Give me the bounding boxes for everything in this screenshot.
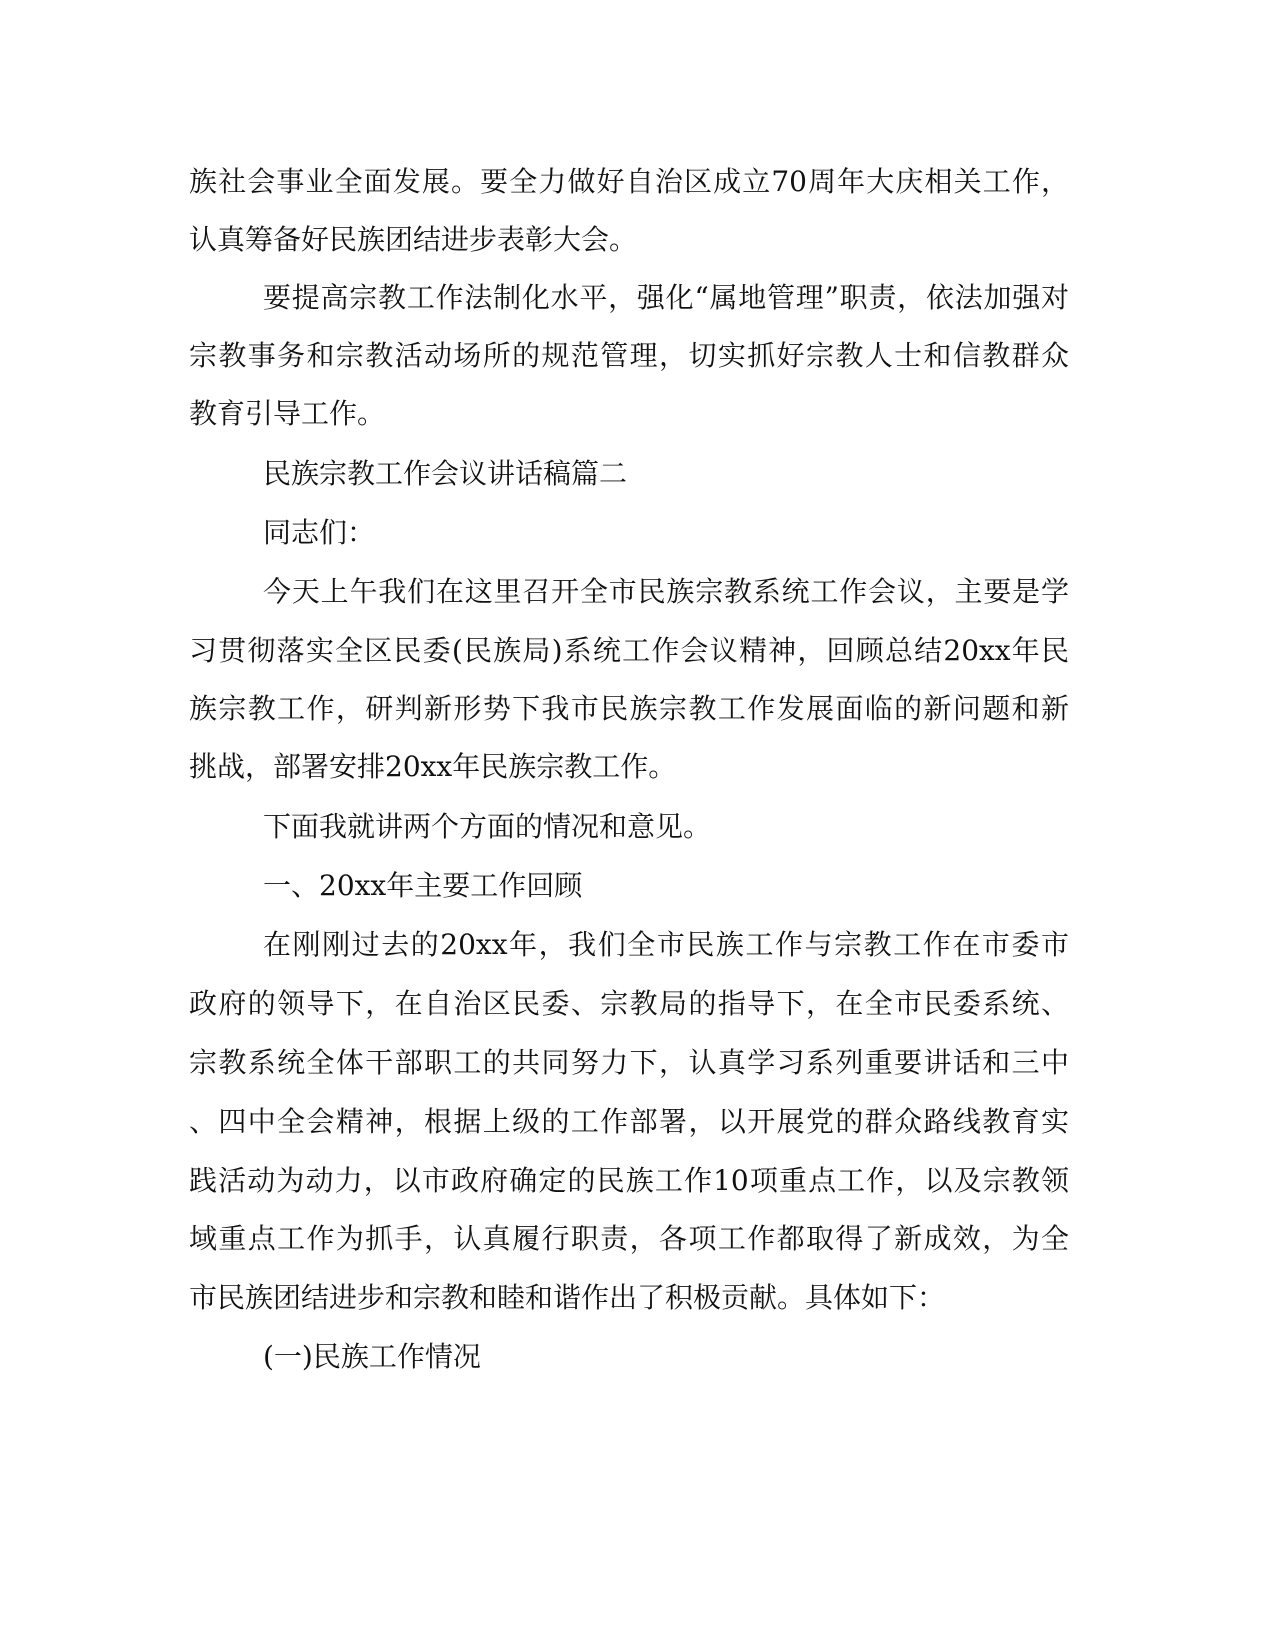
- subsection-heading-1: 一、20xx年主要工作回顾: [263, 869, 583, 902]
- text-line-16: 宗教系统全体干部职工的共同努力下，认真学习系列重要讲话和三中: [189, 1046, 1069, 1079]
- text-line-9: 习贯彻落实全区民委(民族局)系统工作会议精神，回顾总结20xx年民: [189, 634, 1069, 667]
- text-line-18: 践活动为动力，以市政府确定的民族工作10项重点工作，以及宗教领: [189, 1164, 1069, 1197]
- text-line-10: 族宗教工作，研判新形势下我市民族宗教工作发展面临的新问题和新: [189, 692, 1069, 725]
- text-line-1: 族社会事业全面发展。要全力做好自治区成立70周年大庆相关工作，: [189, 165, 1069, 198]
- subsection-heading-2: (一)民族工作情况: [263, 1340, 481, 1373]
- text-line-2: 认真筹备好民族团结进步表彰大会。: [189, 223, 638, 256]
- section-title: 民族宗教工作会议讲话稿篇二: [263, 457, 628, 490]
- text-line-5: 教育引导工作。: [189, 397, 386, 430]
- text-line-8: 今天上午我们在这里召开全市民族宗教系统工作会议，主要是学: [263, 575, 1069, 608]
- text-line-20: 市民族团结进步和宗教和睦和谐作出了积极贡献。具体如下：: [189, 1281, 946, 1314]
- text-line-4: 宗教事务和宗教活动场所的规范管理，切实抓好宗教人士和信教群众: [189, 339, 1069, 372]
- text-line-12: 下面我就讲两个方面的情况和意见。: [263, 810, 712, 843]
- salutation: 同志们：: [263, 516, 376, 549]
- text-line-19: 域重点工作为抓手，认真履行职责，各项工作都取得了新成效，为全: [189, 1222, 1069, 1255]
- text-line-14: 在刚刚过去的20xx年，我们全市民族工作与宗教工作在市委市: [263, 928, 1069, 961]
- text-line-11: 挑战，部署安排20xx年民族宗教工作。: [189, 750, 677, 783]
- text-line-15: 政府的领导下，在自治区民委、宗教局的指导下，在全市民委系统、: [189, 987, 1069, 1020]
- text-line-17: 、四中全会精神，根据上级的工作部署，以开展党的群众路线教育实: [189, 1105, 1069, 1138]
- text-line-3: 要提高宗教工作法制化水平，强化“属地管理”职责，依法加强对: [263, 281, 1069, 314]
